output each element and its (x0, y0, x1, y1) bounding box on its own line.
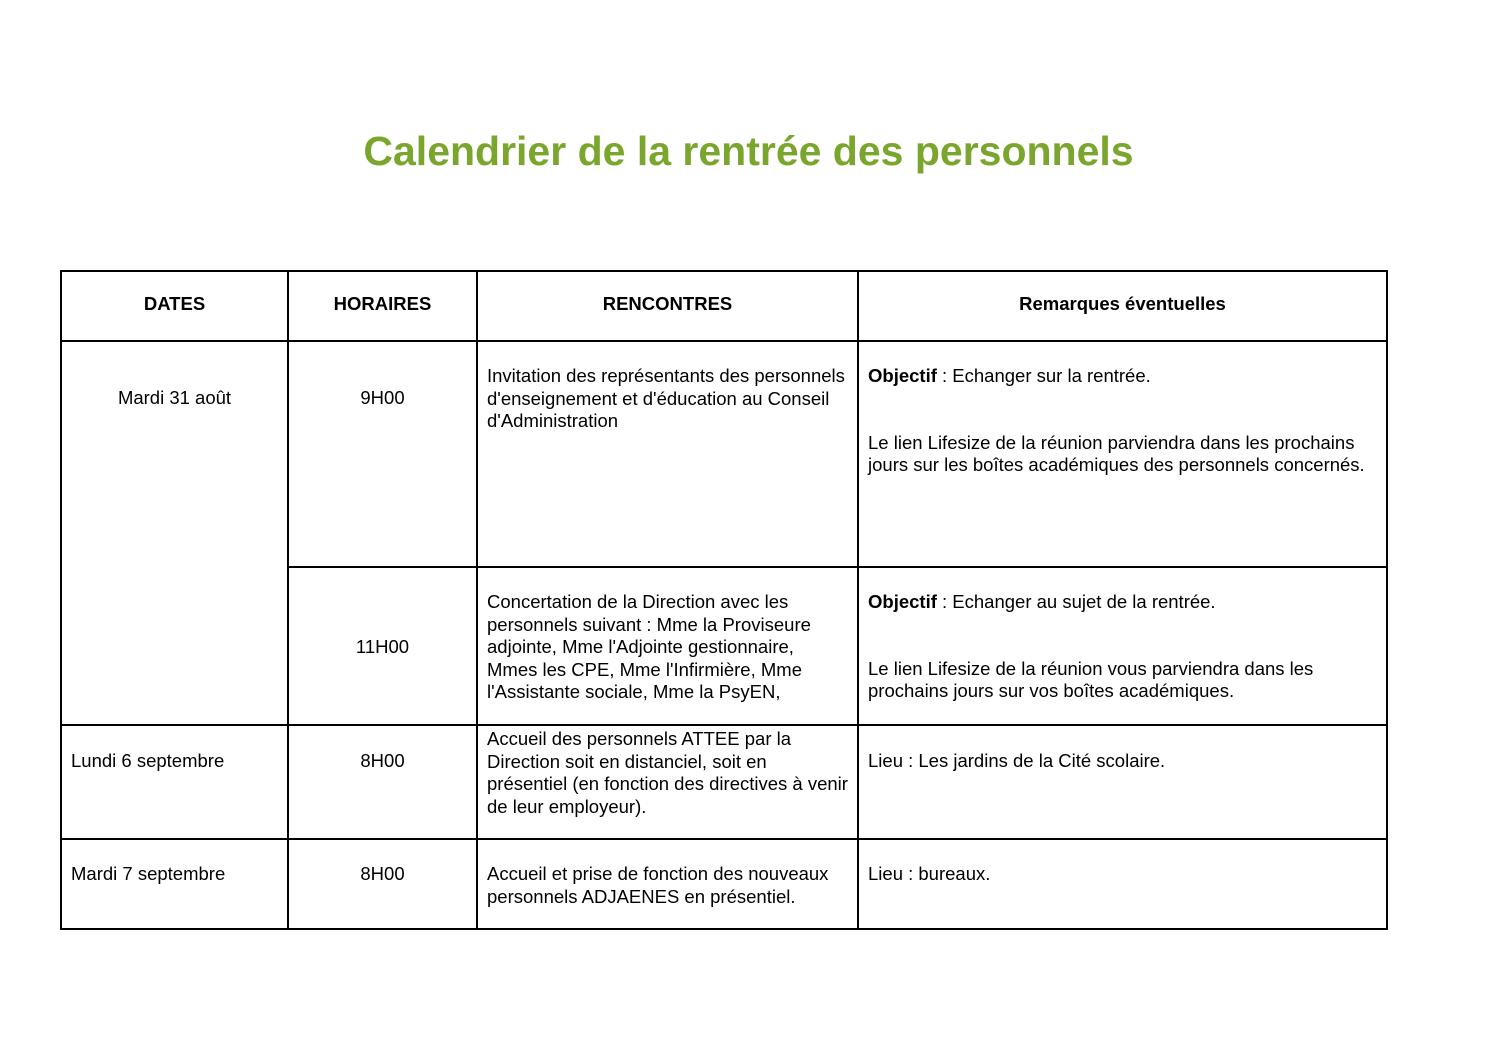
date-cell: Mardi 31 août (61, 341, 288, 725)
table-row (61, 341, 1387, 567)
meeting-cell: Accueil des personnels ATTEE par la Direction soit en distanciel, soit en présentiel (en fonction des directives à venir de leur employeur). (477, 725, 858, 839)
header-rencontres: RENCONTRES (477, 271, 858, 341)
meeting-cell: Accueil et prise de fonction des nouveaux personnels ADJAENES en présentiel. (477, 839, 858, 929)
header-horaires: HORAIRES (288, 271, 477, 341)
meeting-cell: Concertation de la Direction avec les personnels suivant : Mme la Proviseure adjointe, Mme l'Adjointe gestionnaire, Mmes les CPE, Mme l'Infirmière, Mme l'Assistante sociale, Mme la PsyEN, (477, 567, 858, 725)
date-cell: Mardi 7 septembre (61, 839, 288, 929)
meeting-cell: Invitation des représentants des personnels d'enseignement et d'éducation au Conseil d'Administration (477, 341, 858, 567)
remarks-cell: Lieu : bureaux. (858, 839, 1387, 929)
header-remarques: Remarques éventuelles (858, 271, 1387, 341)
objective-text: : Echanger au sujet de la rentrée. (936, 591, 1216, 612)
remarks-cell: Lieu : Les jardins de la Cité scolaire. (858, 725, 1387, 839)
time-cell: 11H00 (288, 567, 477, 725)
note-text: Le lien Lifesize de la réunion parviendra dans les prochains jours sur les boîtes académiques des personnels concernés. (868, 431, 1365, 475)
date-cell: Lundi 6 septembre (61, 725, 288, 839)
objective-text: : Echanger sur la rentrée. (936, 365, 1151, 386)
remarks-cell (858, 341, 1387, 567)
header-dates: DATES (61, 271, 288, 341)
schedule-table (60, 270, 1388, 930)
note-text: Le lien Lifesize de la réunion vous parviendra dans les prochains jours sur vos boîtes académiques. (868, 657, 1314, 701)
remarks-cell (858, 567, 1387, 725)
table-row (61, 839, 1387, 929)
time-cell: 8H00 (288, 839, 477, 929)
time-cell: 9H00 (288, 341, 477, 567)
page-title: Calendrier de la rentrée des personnels (363, 128, 1134, 174)
time-cell: 8H00 (288, 725, 477, 839)
table-row (61, 725, 1387, 839)
table-header-row (61, 271, 1387, 341)
objective-label: Objectif (868, 591, 937, 612)
objective-label: Objectif (868, 365, 937, 386)
